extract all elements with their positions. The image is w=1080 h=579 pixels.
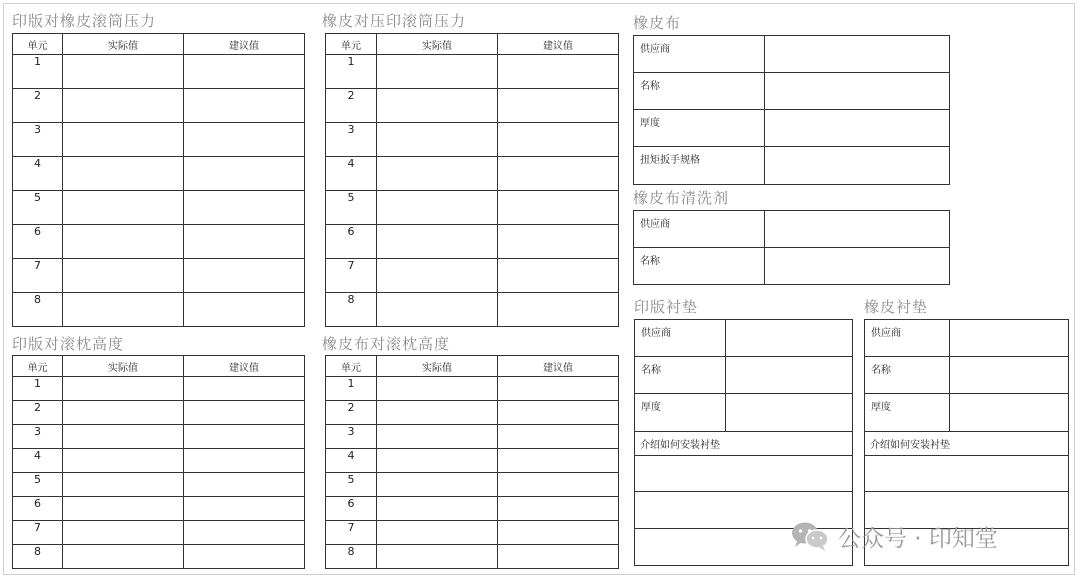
recommended-value-cell[interactable] [184, 157, 305, 191]
unit-cell: 2 [13, 89, 63, 123]
unit-cell: 2 [326, 401, 377, 425]
table-blanket-bearer-height [325, 355, 619, 569]
field-value-name[interactable] [950, 357, 1069, 394]
install-instructions-line[interactable] [865, 456, 1069, 492]
unit-cell: 6 [13, 497, 63, 521]
table-blanket-impression-pressure [325, 33, 619, 327]
actual-value-cell[interactable] [63, 157, 184, 191]
unit-cell: 1 [13, 55, 63, 89]
header-recommended: 建议值 [498, 34, 619, 55]
unit-cell: 6 [13, 225, 63, 259]
header-unit: 单元 [326, 356, 377, 377]
recommended-value-cell[interactable] [498, 473, 619, 497]
recommended-value-cell[interactable] [184, 497, 305, 521]
header-recommended: 建议值 [184, 34, 305, 55]
recommended-value-cell[interactable] [184, 425, 305, 449]
section-title-blanket-wash: 橡皮布清洗剂 [633, 189, 730, 207]
unit-cell: 7 [326, 259, 377, 293]
recommended-value-cell[interactable] [184, 55, 305, 89]
field-value-thickness[interactable] [950, 394, 1069, 432]
recommended-value-cell[interactable] [184, 545, 305, 569]
unit-cell: 7 [13, 259, 63, 293]
actual-value-cell[interactable] [377, 425, 498, 449]
install-instructions-line[interactable] [635, 456, 853, 492]
actual-value-cell[interactable] [377, 89, 498, 123]
recommended-value-cell[interactable] [184, 293, 305, 327]
actual-value-cell[interactable] [377, 191, 498, 225]
unit-cell: 4 [13, 157, 63, 191]
actual-value-cell[interactable] [63, 497, 184, 521]
header-unit: 单元 [13, 356, 63, 377]
install-instructions-label: 介绍如何安装衬垫 [635, 432, 853, 456]
unit-cell: 5 [13, 191, 63, 225]
header-unit: 单元 [13, 34, 63, 55]
actual-value-cell[interactable] [63, 377, 184, 401]
unit-cell: 7 [326, 521, 377, 545]
unit-cell: 3 [13, 123, 63, 157]
field-value-supplier[interactable] [765, 36, 950, 73]
recommended-value-cell[interactable] [498, 521, 619, 545]
field-label-supplier: 供应商 [635, 320, 726, 357]
field-label-thickness: 厚度 [634, 110, 765, 147]
header-actual: 实际值 [377, 356, 498, 377]
field-label-supplier: 供应商 [865, 320, 950, 357]
recommended-value-cell[interactable] [498, 497, 619, 521]
unit-cell: 7 [13, 521, 63, 545]
unit-cell: 5 [326, 473, 377, 497]
actual-value-cell[interactable] [377, 123, 498, 157]
recommended-value-cell[interactable] [498, 377, 619, 401]
section-title-plate-packing: 印版衬垫 [634, 298, 699, 316]
table-blanket-wash [633, 210, 950, 285]
watermark [790, 518, 998, 554]
field-value-name[interactable] [726, 357, 853, 394]
recommended-value-cell[interactable] [498, 401, 619, 425]
actual-value-cell[interactable] [63, 545, 184, 569]
actual-value-cell[interactable] [377, 225, 498, 259]
unit-cell: 5 [13, 473, 63, 497]
actual-value-cell[interactable] [63, 521, 184, 545]
recommended-value-cell[interactable] [184, 521, 305, 545]
section-title-blanket-bearer-height: 橡皮布对滚枕高度 [322, 335, 451, 353]
recommended-value-cell[interactable] [498, 293, 619, 327]
header-actual: 实际值 [63, 356, 184, 377]
actual-value-cell[interactable] [377, 157, 498, 191]
unit-cell: 8 [326, 293, 377, 327]
recommended-value-cell[interactable] [184, 191, 305, 225]
actual-value-cell[interactable] [377, 55, 498, 89]
actual-value-cell[interactable] [63, 449, 184, 473]
unit-cell: 3 [326, 425, 377, 449]
unit-cell: 1 [13, 377, 63, 401]
field-value-supplier[interactable] [765, 211, 950, 248]
unit-cell: 3 [326, 123, 377, 157]
unit-cell: 1 [326, 55, 377, 89]
section-title-blanket-impression-pressure: 橡皮对压印滚筒压力 [322, 12, 467, 30]
actual-value-cell[interactable] [63, 401, 184, 425]
actual-value-cell[interactable] [377, 521, 498, 545]
field-label-name: 名称 [635, 357, 726, 394]
actual-value-cell[interactable] [63, 191, 184, 225]
recommended-value-cell[interactable] [184, 449, 305, 473]
recommended-value-cell[interactable] [184, 377, 305, 401]
field-label-torque-wrench: 扭矩扳手规格 [634, 147, 765, 185]
actual-value-cell[interactable] [377, 545, 498, 569]
table-plate-bearer-height [12, 355, 305, 569]
actual-value-cell[interactable] [63, 425, 184, 449]
header-recommended: 建议值 [498, 356, 619, 377]
field-value-supplier[interactable] [950, 320, 1069, 357]
unit-cell: 3 [13, 425, 63, 449]
actual-value-cell[interactable] [63, 293, 184, 327]
section-title-blanket: 橡皮布 [633, 14, 682, 32]
recommended-value-cell[interactable] [498, 123, 619, 157]
actual-value-cell[interactable] [63, 473, 184, 497]
recommended-value-cell[interactable] [498, 191, 619, 225]
header-recommended: 建议值 [184, 356, 305, 377]
actual-value-cell[interactable] [63, 123, 184, 157]
actual-value-cell[interactable] [377, 401, 498, 425]
section-title-plate-bearer-height: 印版对滚枕高度 [12, 335, 125, 353]
actual-value-cell[interactable] [377, 259, 498, 293]
unit-cell: 4 [326, 449, 377, 473]
header-actual: 实际值 [377, 34, 498, 55]
unit-cell: 4 [326, 157, 377, 191]
recommended-value-cell[interactable] [498, 259, 619, 293]
field-label-name: 名称 [634, 73, 765, 110]
field-value-thickness[interactable] [726, 394, 853, 432]
unit-cell: 8 [13, 293, 63, 327]
header-unit: 单元 [326, 34, 377, 55]
field-value-thickness[interactable] [765, 110, 950, 147]
wechat-icon [790, 520, 830, 552]
recommended-value-cell[interactable] [498, 449, 619, 473]
actual-value-cell[interactable] [63, 55, 184, 89]
section-title-blanket-packing: 橡皮衬垫 [864, 298, 929, 316]
recommended-value-cell[interactable] [498, 425, 619, 449]
unit-cell: 8 [13, 545, 63, 569]
unit-cell: 1 [326, 377, 377, 401]
table-blanket [633, 35, 950, 185]
watermark-text: 公众号 · 印知堂 [838, 525, 998, 552]
actual-value-cell[interactable] [377, 449, 498, 473]
field-label-supplier: 供应商 [634, 36, 765, 73]
actual-value-cell[interactable] [377, 293, 498, 327]
field-value-name[interactable] [765, 73, 950, 110]
unit-cell: 8 [326, 545, 377, 569]
field-label-thickness: 厚度 [865, 394, 950, 432]
install-instructions-label: 介绍如何安装衬垫 [865, 432, 1069, 456]
field-label-thickness: 厚度 [635, 394, 726, 432]
section-title-plate-blanket-pressure: 印版对橡皮滚筒压力 [12, 12, 157, 30]
field-label-supplier: 供应商 [634, 211, 765, 248]
field-value-supplier[interactable] [726, 320, 853, 357]
actual-value-cell[interactable] [63, 259, 184, 293]
recommended-value-cell[interactable] [498, 89, 619, 123]
field-label-name: 名称 [865, 357, 950, 394]
actual-value-cell[interactable] [377, 377, 498, 401]
recommended-value-cell[interactable] [184, 473, 305, 497]
header-actual: 实际值 [63, 34, 184, 55]
recommended-value-cell[interactable] [184, 401, 305, 425]
recommended-value-cell[interactable] [184, 259, 305, 293]
unit-cell: 6 [326, 497, 377, 521]
actual-value-cell[interactable] [63, 225, 184, 259]
recommended-value-cell[interactable] [184, 123, 305, 157]
recommended-value-cell[interactable] [184, 225, 305, 259]
actual-value-cell[interactable] [63, 89, 184, 123]
field-value-torque-wrench[interactable] [765, 147, 950, 185]
unit-cell: 5 [326, 191, 377, 225]
recommended-value-cell[interactable] [498, 157, 619, 191]
unit-cell: 2 [13, 401, 63, 425]
field-value-name[interactable] [765, 248, 950, 285]
unit-cell: 6 [326, 225, 377, 259]
unit-cell: 4 [13, 449, 63, 473]
table-plate-blanket-pressure [12, 33, 305, 327]
unit-cell: 2 [326, 89, 377, 123]
recommended-value-cell[interactable] [498, 55, 619, 89]
recommended-value-cell[interactable] [498, 545, 619, 569]
recommended-value-cell[interactable] [498, 225, 619, 259]
actual-value-cell[interactable] [377, 497, 498, 521]
recommended-value-cell[interactable] [184, 89, 305, 123]
field-label-name: 名称 [634, 248, 765, 285]
actual-value-cell[interactable] [377, 473, 498, 497]
